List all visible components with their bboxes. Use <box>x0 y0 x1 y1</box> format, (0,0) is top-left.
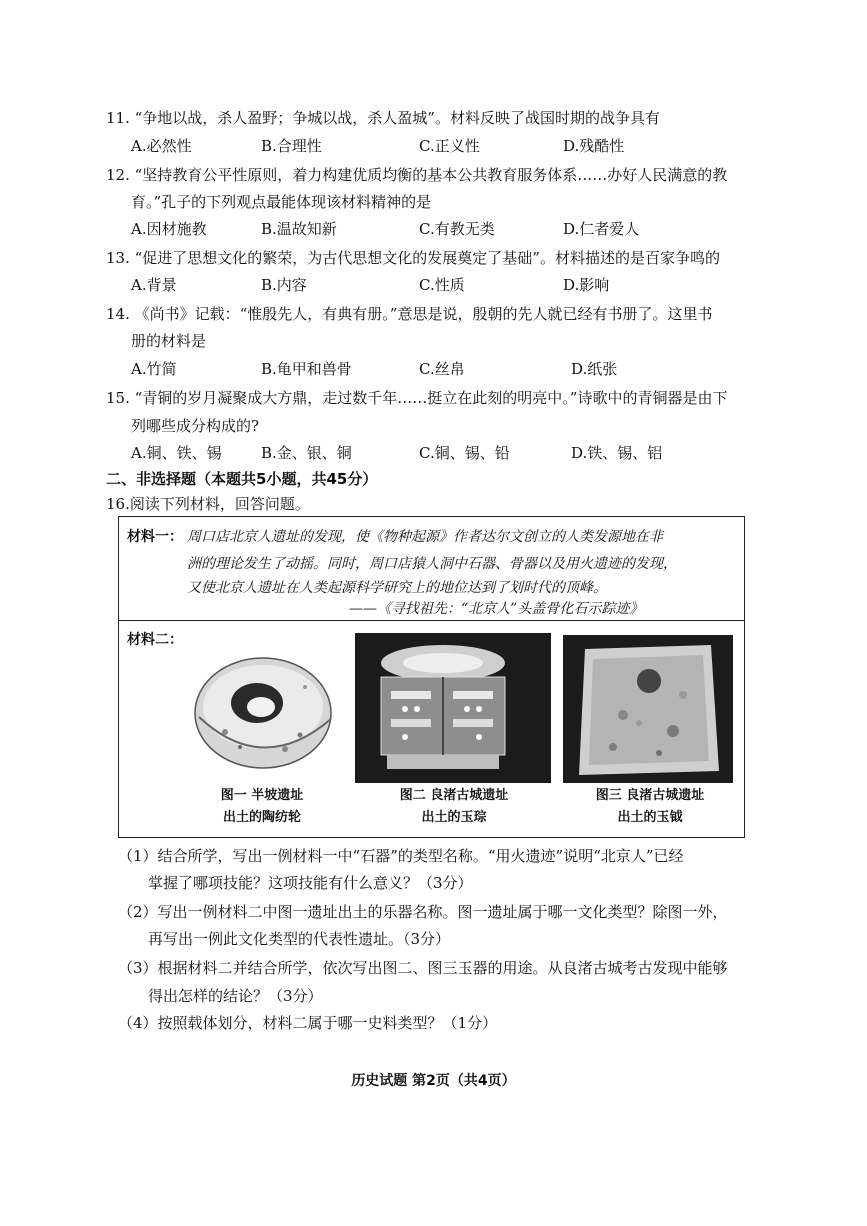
question-12-stem-line1: 12. “坚持教育公平性原则，着力构建优质均衡的基本公共教育服务体系……办好人民满意的教 <box>106 166 728 184</box>
question-12-stem-line2: 育。”孔子的下列观点最能体现该材料精神的是 <box>131 193 432 211</box>
material-1-box <box>118 516 745 621</box>
figure-3-caption-line2: 出土的玉钺 <box>617 810 683 825</box>
option-a: A.必然性 <box>131 137 192 155</box>
option-b: B.金、银、铜 <box>261 444 352 462</box>
option-a: A.因材施教 <box>131 220 207 238</box>
material-1-source: ——《寻找祖先：“北京人”头盖骨化石示踪迹》 <box>349 601 644 617</box>
option-b: B.合理性 <box>261 137 322 155</box>
figure-3-caption-line1: 图三 良渚古城遗址 <box>595 788 705 803</box>
subquestion-2-line1: （2）写出一例材料二中图一遗址出土的乐器名称。图一遗址属于哪一文化类型？除图一外， <box>118 903 728 921</box>
question-15-options <box>131 443 831 463</box>
figure-1-caption <box>177 785 347 829</box>
option-a: A.竹简 <box>131 360 177 378</box>
option-c: C.丝帛 <box>419 360 465 378</box>
jade-axe-photo <box>563 635 733 783</box>
figure-2-caption <box>359 785 549 829</box>
material-1-line3: 又使北京人遗址在人类起源科学研究上的地位达到了划时代的顶峰。 <box>187 580 607 596</box>
subquestion-3-line1: （3）根据材料二并结合所学，依次写出图二、图三玉器的用途。从良渚古城考古发现中能够 <box>118 959 728 977</box>
question-15-stem-line2: 列哪些成分构成的? <box>131 417 260 435</box>
option-b: B.龟甲和兽骨 <box>261 360 352 378</box>
subquestion-4-line1: （4）按照载体划分，材料二属于哪一史料类型？（1分） <box>118 1014 498 1032</box>
question-16-intro: 16.阅读下列材料，回答问题。 <box>106 495 310 513</box>
option-d: D.铁、锡、铝 <box>571 444 663 462</box>
figure-1-caption-line2: 出土的陶纺轮 <box>222 810 301 825</box>
subquestion-1-line1: （1）结合所学，写出一例材料一中“石器”的类型名称。“用火遗迹”说明“北京人”已经 <box>118 847 684 865</box>
spindle-whorl-photo <box>185 637 337 785</box>
figure-2-caption-line2: 出土的玉琮 <box>421 810 487 825</box>
option-c: C.铜、锡、铅 <box>419 444 510 462</box>
figure-1-caption-line1: 图一 半坡遗址 <box>220 788 304 803</box>
option-d: D.影响 <box>563 276 610 294</box>
material-1-line1: 周口店北京人遗址的发现，使《物种起源》作者达尔文创立的人类发源地在非 <box>187 529 663 545</box>
question-14-options <box>131 359 831 379</box>
question-11-stem: 11. “争地以战，杀人盈野；争城以战，杀人盈城”。材料反映了战国时期的战争具有 <box>106 109 660 127</box>
subquestion-1-line2: 掌握了哪项技能？这项技能有什么意义？（3分） <box>148 874 473 892</box>
material-2-box <box>118 620 745 838</box>
page-footer: 历史试题 第2页（共4页） <box>351 1073 516 1089</box>
option-d: D.仁者爱人 <box>563 220 640 238</box>
question-14-stem-line1: 14. 《尚书》记载：“惟殷先人，有典有册。”意思是说，殷朝的先人就已经有书册了。这里书 <box>106 305 713 323</box>
material-1-label: 材料一： <box>127 529 183 545</box>
option-a: A.铜、铁、锡 <box>131 444 222 462</box>
question-12-options <box>131 219 831 239</box>
option-d: D.残酷性 <box>563 137 625 155</box>
option-a: A.背景 <box>131 276 177 294</box>
figure-2-caption-line1: 图二 良渚古城遗址 <box>399 788 509 803</box>
option-c: C.性质 <box>419 276 465 294</box>
question-13-options <box>131 275 831 295</box>
question-14-stem-line2: 册的材料是 <box>131 332 207 350</box>
subquestion-3-line2: 得出怎样的结论？（3分） <box>148 987 323 1005</box>
material-2-label: 材料二： <box>127 632 183 648</box>
figure-3-caption <box>565 785 735 829</box>
section-heading: 二、非选择题（本题共5小题，共45分） <box>106 470 378 488</box>
question-11-options <box>131 136 831 156</box>
option-c: C.正义性 <box>419 137 480 155</box>
material-1-line2: 洲的理论发生了动摇。同时，周口店猿人洞中石器、骨器以及用火遗迹的发现， <box>187 556 677 572</box>
option-c: C.有教无类 <box>419 220 495 238</box>
subquestion-2-line2: 再写出一例此文化类型的代表性遗址。（3分） <box>148 930 451 948</box>
option-d: D.纸张 <box>571 360 618 378</box>
option-b: B.温故知新 <box>261 220 337 238</box>
question-13-stem: 13. “促进了思想文化的繁荣，为古代思想文化的发展奠定了基础”。材料描述的是百家争鸣的 <box>106 249 720 267</box>
option-b: B.内容 <box>261 276 307 294</box>
jade-cong-photo <box>355 633 551 783</box>
question-15-stem-line1: 15. “青铜的岁月凝聚成大方鼎，走过数千年……挺立在此刻的明亮中。”诗歌中的青铜器是由下 <box>106 389 728 407</box>
